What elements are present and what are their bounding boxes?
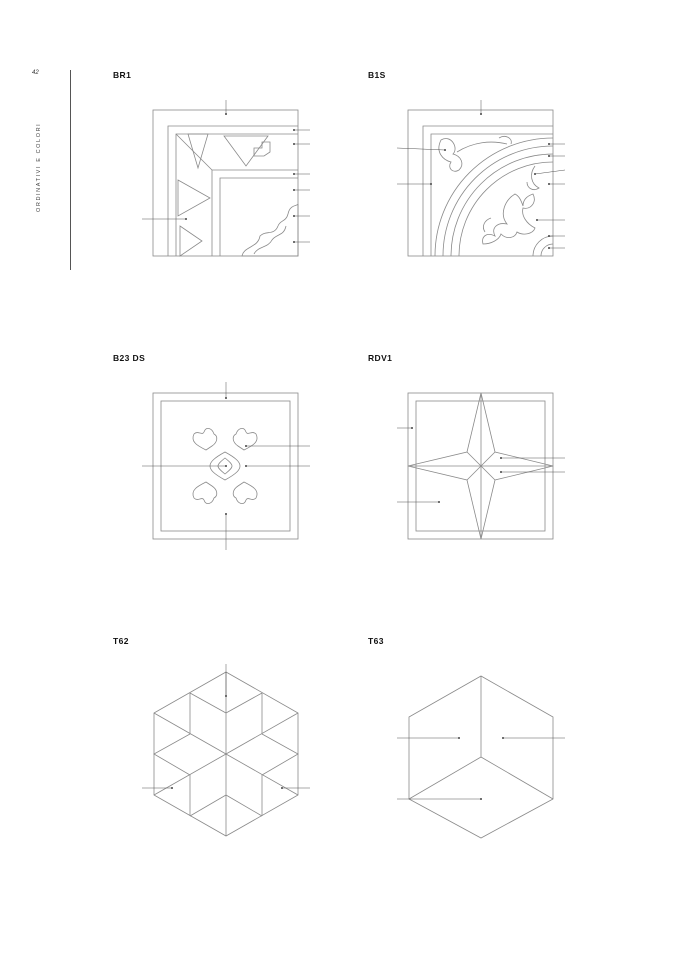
section-title: ORDINATIVI E COLORI <box>36 122 42 212</box>
tile-code-rdv1: RDV1 <box>368 353 393 363</box>
border-tile-b1s-outline <box>408 110 553 256</box>
callout-lines-b1s <box>397 100 565 249</box>
tile-drawing-br1 <box>140 96 315 266</box>
tile-code-t62: T62 <box>113 636 129 646</box>
tile-code-b23ds: B23 DS <box>113 353 146 363</box>
tile-drawing-b23ds <box>140 380 315 552</box>
tile-drawing-t63 <box>395 660 570 845</box>
tile-code-b1s: B1S <box>368 70 386 80</box>
tile-code-br1: BR1 <box>113 70 132 80</box>
callout-lines-br1 <box>142 100 310 243</box>
callout-lines-b23ds <box>142 382 310 550</box>
tile-drawing-t62 <box>140 660 315 845</box>
border-tile-br1-outline <box>153 110 298 256</box>
page-number: 42 <box>32 70 39 76</box>
star-tile-rdv1-outline <box>408 393 553 539</box>
tile-drawing-rdv1 <box>395 380 570 552</box>
tile-drawing-b1s <box>395 96 570 266</box>
hexagon-tile-t63-outline <box>409 676 553 838</box>
side-rule <box>70 70 71 270</box>
tile-code-t63: T63 <box>368 636 384 646</box>
